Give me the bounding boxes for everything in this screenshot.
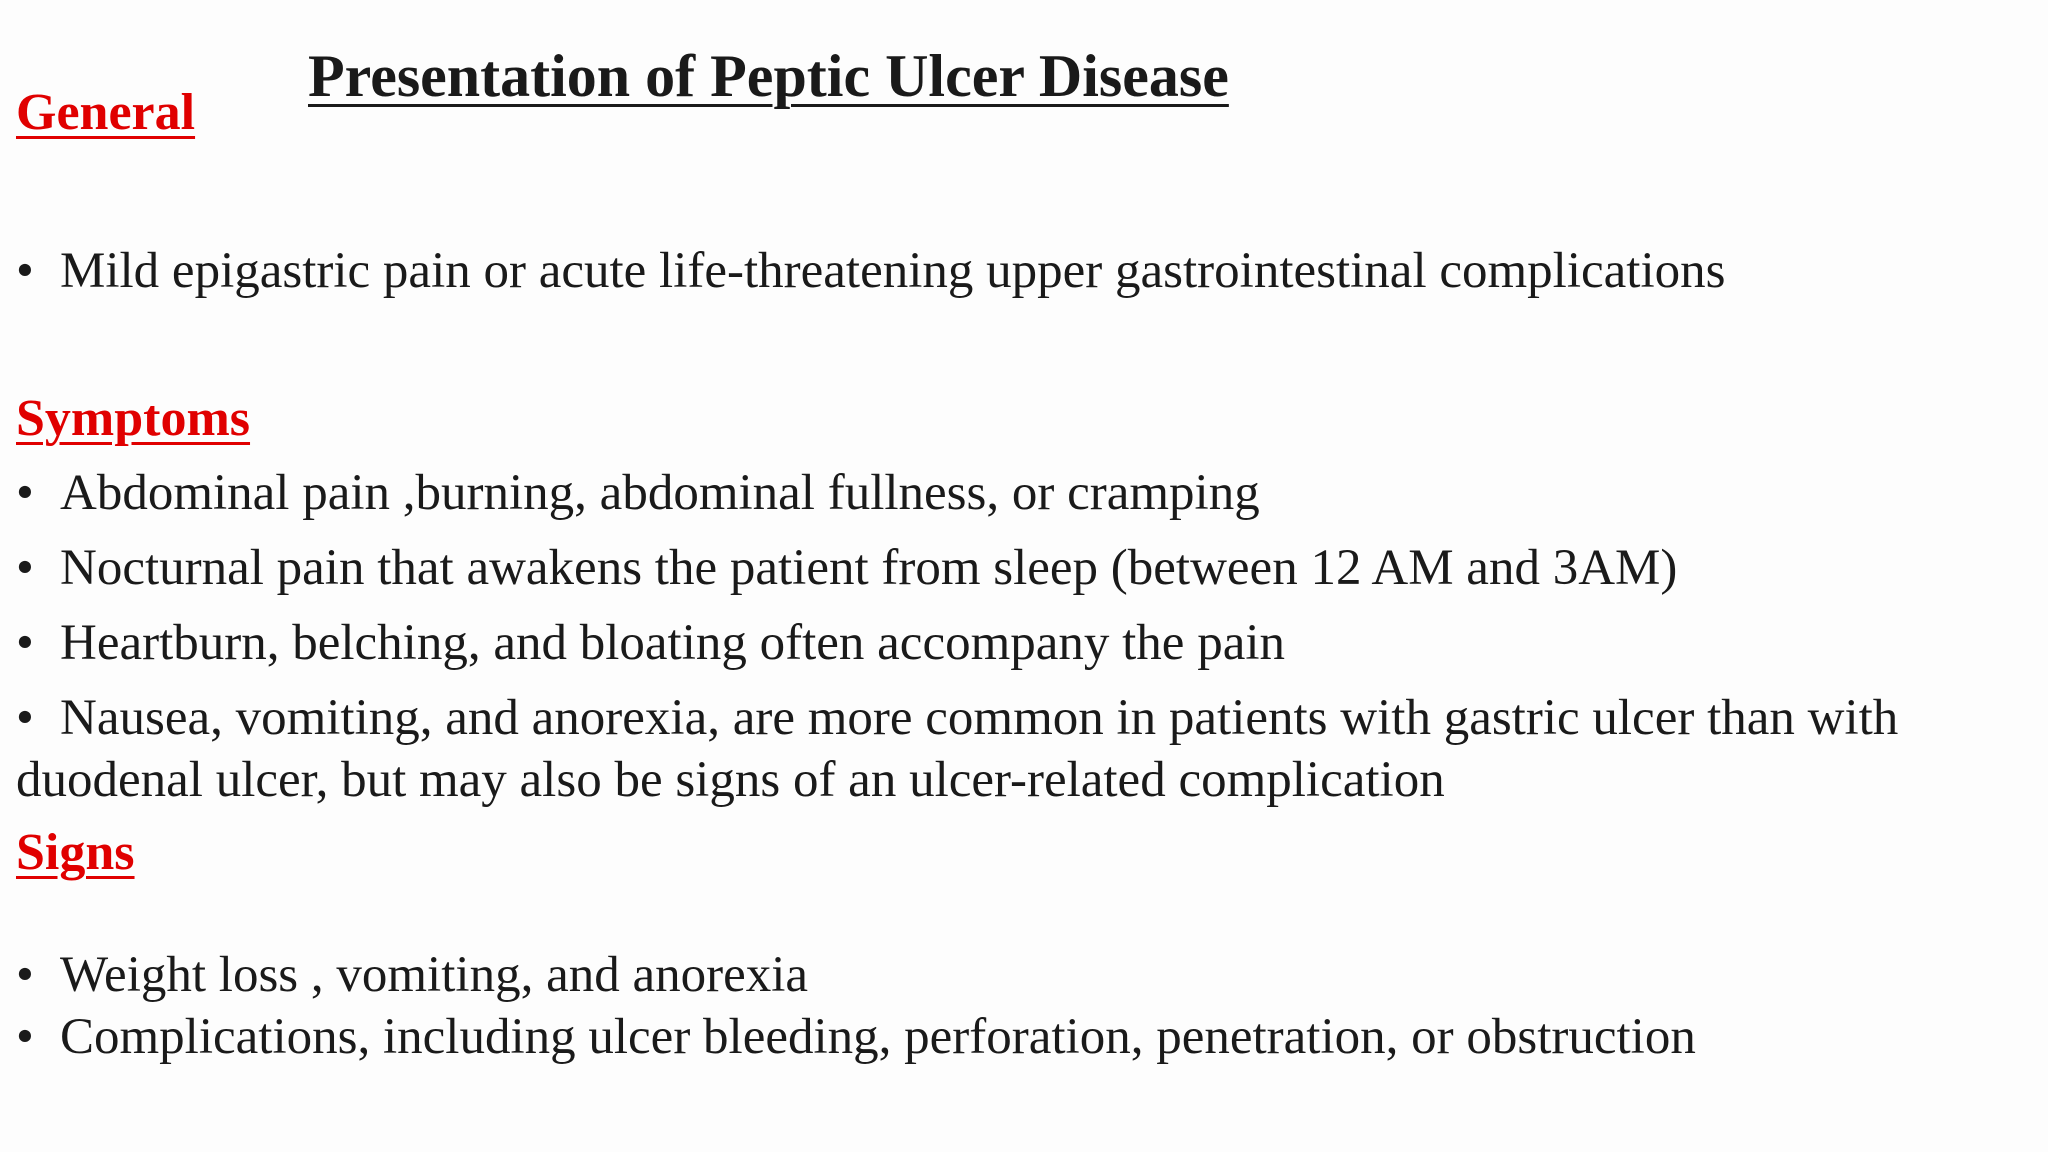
bullet-text: Mild epigastric pain or acute life-threatening upper gastrointestinal complications xyxy=(60,243,1726,299)
bullet-icon: • xyxy=(16,690,34,746)
general-bullet-1 xyxy=(16,240,1725,302)
bullet-icon: • xyxy=(16,243,34,299)
bullet-icon: • xyxy=(16,540,34,596)
section-heading-signs: Signs xyxy=(16,824,135,881)
bullet-text: Heartburn, belching, and bloating often accompany the pain xyxy=(60,615,1285,671)
bullet-icon: • xyxy=(16,1009,34,1065)
signs-bullet-1 xyxy=(16,944,808,1006)
section-heading-general: General xyxy=(16,84,196,141)
slide-title: Presentation of Peptic Ulcer Disease xyxy=(308,43,1229,109)
bullet-text: Complications, including ulcer bleeding, perforation, penetration, or obstruction xyxy=(60,1009,1696,1065)
signs-bullet-2 xyxy=(16,1006,1696,1068)
symptoms-bullet-3 xyxy=(16,612,1285,674)
symptoms-bullet-1 xyxy=(16,462,1260,524)
bullet-text: Weight loss , vomiting, and anorexia xyxy=(60,947,809,1003)
section-heading-symptoms: Symptoms xyxy=(16,390,251,447)
bullet-icon: • xyxy=(16,615,34,671)
symptoms-bullet-2 xyxy=(16,537,1677,599)
bullet-text: Nausea, vomiting, and anorexia, are more common in patients with gastric ulcer than with duodenal ulcer, but may also be signs of an ulcer-related complication xyxy=(16,690,1899,808)
symptoms-bullet-4 xyxy=(16,687,2036,811)
bullet-icon: • xyxy=(16,947,34,1003)
bullet-icon: • xyxy=(16,465,34,521)
bullet-text: Nocturnal pain that awakens the patient from sleep (between 12 AM and 3AM) xyxy=(60,540,1678,596)
bullet-text: Abdominal pain ,burning, abdominal fullness, or cramping xyxy=(60,465,1260,521)
